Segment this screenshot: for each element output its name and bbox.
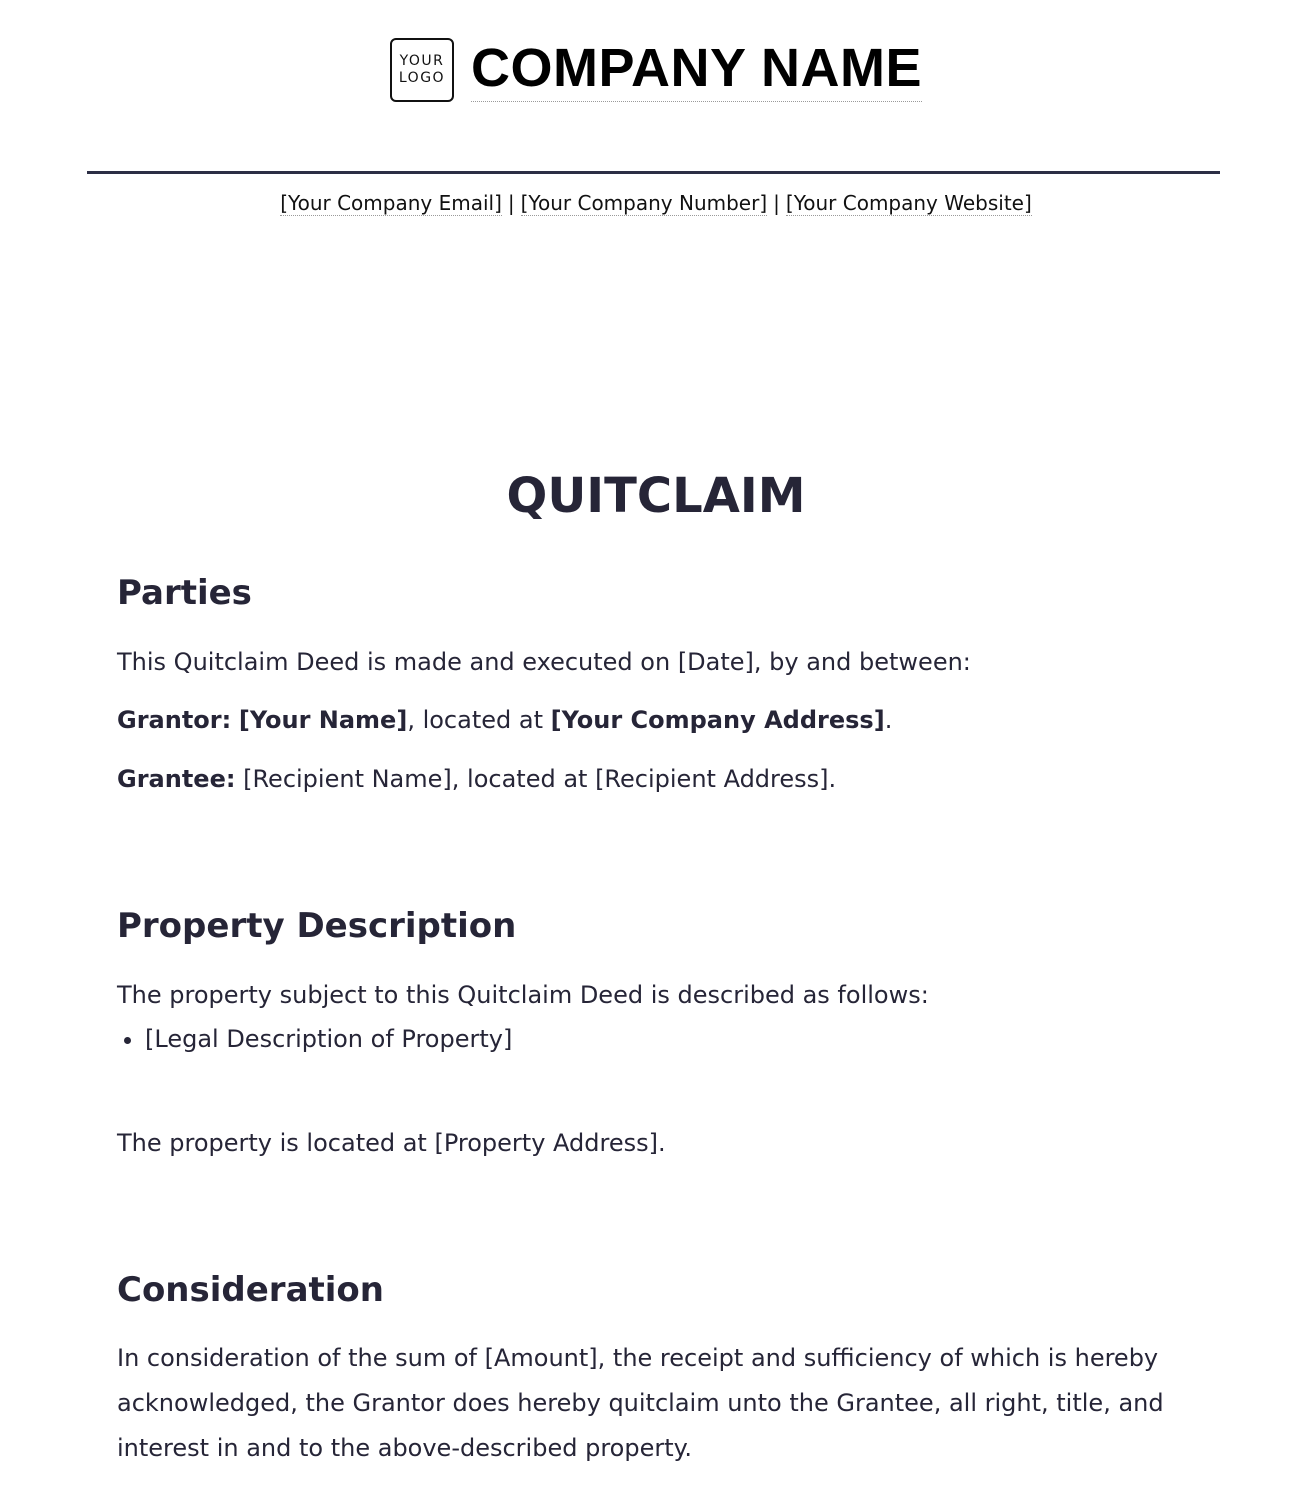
section-heading-consideration: Consideration [117,1270,384,1310]
property-description-list [117,1022,512,1056]
grantor-label: Grantor: [117,706,232,734]
property-description-intro: The property subject to this Quitclaim Deed is described as follows: [117,981,929,1009]
section-heading-property-description: Property Description [117,906,517,946]
grantee-details: [Recipient Name], located at [Recipient Address]. [243,765,837,793]
grantee-line [117,762,1197,796]
company-name: COMPANY NAME [471,37,922,102]
grantor-line-end: . [884,706,893,734]
parties-intro: This Quitclaim Deed is made and executed on [Date], by and between: [117,648,971,676]
company-email: [Your Company Email] [280,191,502,215]
list-item: [Legal Description of Property] [117,1022,512,1056]
company-website: [Your Company Website] [785,191,1032,215]
grantor-name: [Your Name] [238,706,408,734]
property-location: The property is located at [Property Address]. [117,1129,666,1157]
grantor-line [117,703,1197,737]
document-title: QUITCLAIM [506,468,806,524]
header-divider [87,171,1220,174]
logo-placeholder [390,38,454,102]
grantor-located-at: , located at [407,706,551,734]
company-number: [Your Company Number] [520,191,768,215]
contact-separator: | [507,191,515,215]
consideration-text: In consideration of the sum of [Amount], the receipt and sufficiency of which is hereby acknowledged, the Grantor does hereby quitclaim unto the Grantee, all right, title, and interest in and to the above-described property. [117,1344,1164,1462]
grantee-label: Grantee: [117,765,236,793]
logo-text-line2: LOGO [398,69,446,86]
logo-text-line1: YOUR [399,52,445,69]
document-header [0,37,1312,102]
section-heading-parties: Parties [117,573,252,613]
company-contact-line [0,189,1312,217]
grantor-address: [Your Company Address] [550,706,885,734]
contact-separator: | [773,191,780,215]
